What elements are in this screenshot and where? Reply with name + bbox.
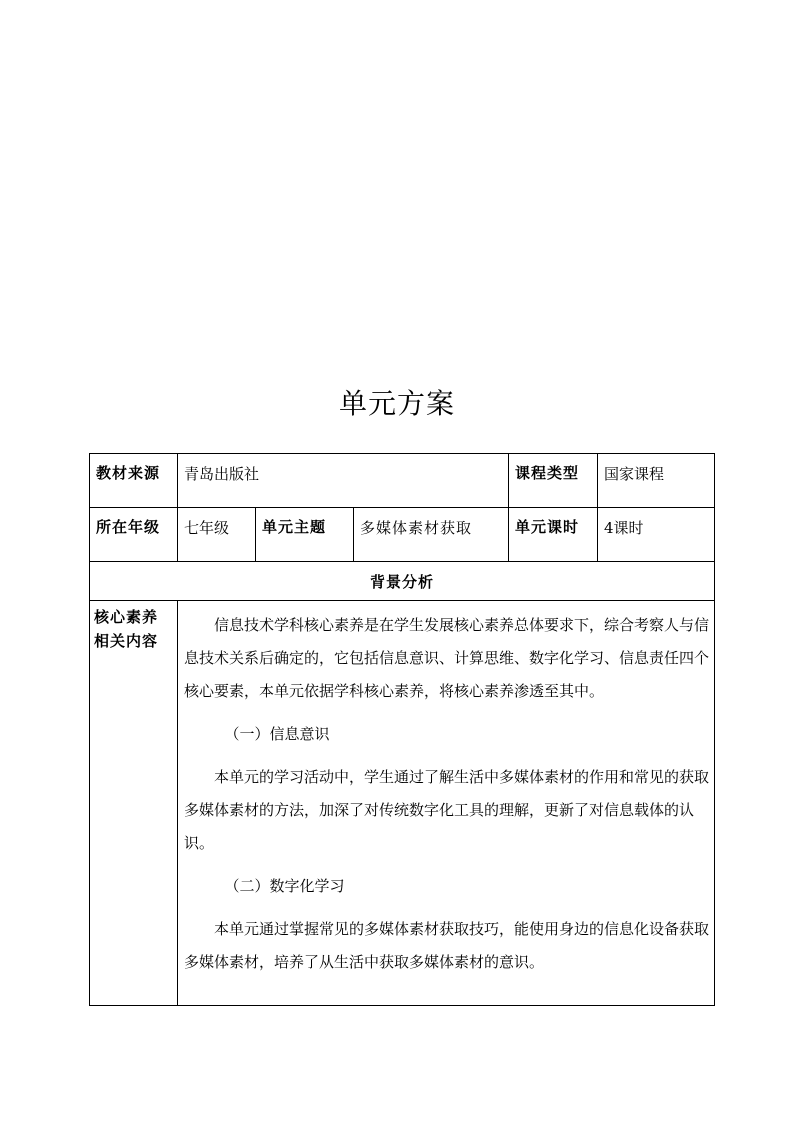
unit-theme-value: 多媒体素材获取 — [354, 508, 509, 562]
core-literacy-label — [90, 601, 178, 1006]
core-label-line2: 相关内容 — [94, 632, 159, 650]
background-heading: 背景分析 — [90, 562, 715, 601]
table-row — [90, 454, 715, 508]
section2-title: （二）数字化学习 — [224, 877, 345, 895]
unit-hours-value: 4课时 — [598, 508, 715, 562]
unit-hours-label: 单元课时 — [509, 508, 598, 562]
table-row — [90, 562, 715, 601]
source-value: 青岛出版社 — [178, 454, 509, 508]
unit-theme-label: 单元主题 — [256, 508, 354, 562]
table-row — [90, 508, 715, 562]
table-row — [90, 601, 715, 1006]
section1-title: （一）信息意识 — [224, 725, 330, 743]
course-type-label: 课程类型 — [509, 454, 598, 508]
section2-paragraph: 本单元通过掌握常见的多媒体素材获取技巧，能使用身边的信息化设备获取多媒体素材，培养了从生活中获取多媒体素材的意识。 — [184, 920, 710, 971]
page-title: 单元方案 — [338, 387, 455, 420]
grade-label: 所在年级 — [90, 508, 178, 562]
core-literacy-content — [178, 601, 715, 1006]
grade-value: 七年级 — [178, 508, 256, 562]
source-label: 教材来源 — [90, 454, 178, 508]
intro-paragraph: 信息技术学科核心素养是在学生发展核心素养总体要求下，综合考察人与信息技术关系后确定的，它包括信息意识、计算思维、数字化学习、信息责任四个核心要素，本单元依据学科核心素养，将核心素养渗透至其中。 — [184, 616, 710, 700]
course-type-value: 国家课程 — [598, 454, 715, 508]
unit-plan-table — [89, 453, 715, 1006]
core-label-line1: 核心素养 — [94, 608, 159, 626]
section1-paragraph: 本单元的学习活动中，学生通过了解生活中多媒体素材的作用和常见的获取多媒体素材的方法，加深了对传统数字化工具的理解，更新了对信息载体的认识。 — [184, 768, 710, 852]
